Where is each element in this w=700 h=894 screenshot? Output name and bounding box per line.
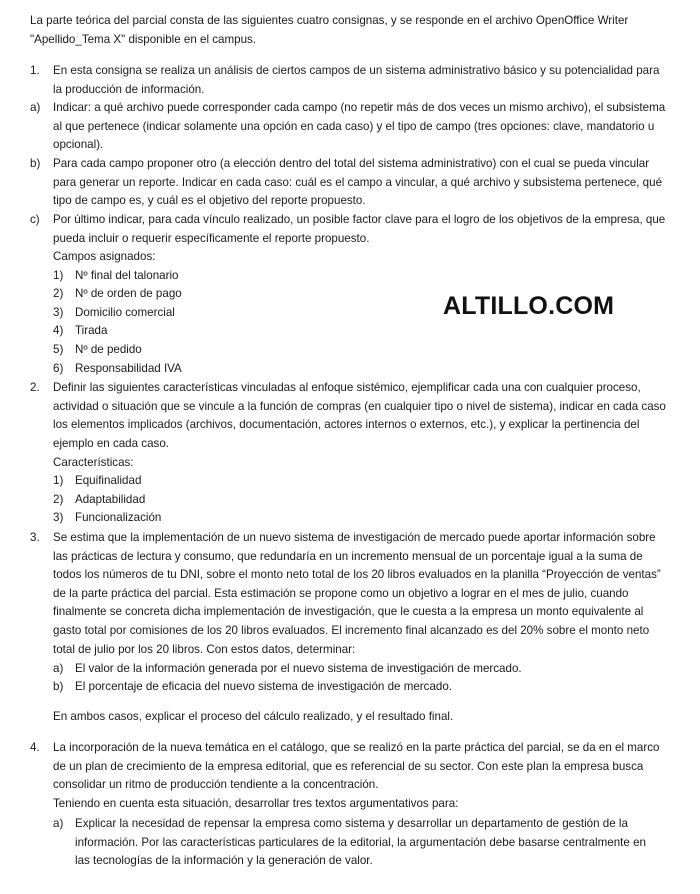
characteristics-title: Características: — [53, 456, 134, 469]
characteristic-item-marker: 1) — [53, 474, 64, 487]
field-item — [53, 322, 663, 341]
field-item-marker: 6) — [53, 362, 64, 375]
question-1 — [30, 62, 670, 99]
field-item-marker: 5) — [53, 343, 64, 356]
question-2-marker: 2. — [30, 381, 40, 394]
question-4-a-text: Explicar la necesidad de repensar la empresa como sistema y desarrollar un departamento de gestión de la información. Por las características particulares de la editorial, la argumentación debe basarse centralmente en las tecnologías de la información y la generación de valor. — [75, 817, 646, 868]
characteristic-item — [53, 509, 663, 528]
field-item — [53, 341, 663, 360]
field-item-text: Tirada — [75, 324, 108, 337]
field-item-marker: 2) — [53, 287, 64, 300]
question-1-text: En esta consigna se realiza un análisis de ciertos campos de un sistema administrativo básico y su potencialidad para la producción de información. — [53, 64, 660, 96]
question-1-b-marker: b) — [30, 157, 41, 170]
question-4-text: La incorporación de la nueva temática en el catálogo, que se realizó en la parte práctica del parcial, se da en el marco de un plan de crecimiento de la empresa editorial, que es referencial de su sector. Con este plan la empresa busca consolidar un ritmo de producción tendiente a la concentración. — [53, 741, 660, 792]
question-1-c-text: Por último indicar, para cada vínculo realizado, un posible factor clave para el logro de los objetivos de la empresa, que pueda incluir o requerir específicamente el reporte propuesto. — [53, 213, 666, 245]
intro-paragraph: La parte teórica del parcial consta de las siguientes cuatro consignas, y se responde en el archivo OpenOffice Writer "Apellido_Tema X" disponible en el campus. — [30, 14, 629, 46]
question-1-a-text: Indicar: a qué archivo puede corresponder cada campo (no repetir más de dos veces un mismo archivo), el subsistema al que pertenece (indicar solamente una opción en cada caso) y el tipo de campo (tres opciones: clave, mandatorio u opcional). — [53, 101, 666, 152]
question-4-lead: Teniendo en cuenta esta situación, desarrollar tres textos argumentativos para: — [53, 797, 459, 810]
field-item-text: Nº de orden de pago — [75, 287, 182, 300]
field-item — [53, 267, 663, 286]
question-3-marker: 3. — [30, 531, 40, 544]
field-item-marker: 3) — [53, 306, 64, 319]
question-2 — [30, 379, 670, 453]
question-3 — [30, 529, 670, 659]
question-2-text: Definir las siguientes características vinculadas al enfoque sistémico, ejemplificar cada una con cualquier proceso, actividad o situación que se vincule a la función de compras (en cualquier tipo o nivel de sistema), indicar en cada caso los elementos implicados (archivos, documentación, actores internos o externos, etc.), y explicar la pertinencia del ejemplo en cada caso. — [53, 381, 666, 450]
question-1-c-marker: c) — [30, 213, 40, 226]
characteristic-item-marker: 2) — [53, 493, 64, 506]
field-item-text: Nº final del talonario — [75, 269, 179, 282]
question-3-a-text: El valor de la información generada por el nuevo sistema de investigación de mercado. — [75, 662, 522, 675]
field-item — [53, 360, 663, 379]
characteristic-item — [53, 472, 663, 491]
characteristic-item-text: Adaptabilidad — [75, 493, 146, 506]
question-3-text: Se estima que la implementación de un nuevo sistema de investigación de mercado puede aportar información sobre las prácticas de lectura y consumo, que redundaría en un incremento mensual de un porcentaje igual a la suma de todos los números de tu DNI, sobre el monto neto total de los 20 libros evaluados en la planilla “Proyección de ventas” de la parte práctica del parcial. Esta estimación se propone como un objetivo a lograr en el mes de julio, cuando finalmente se concreta dicha implementación de investigación, que le cuesta a la empresa un monto equivalente al gasto total por comisiones de los 20 libros evaluados. El incremento final alcanzado es del 20% sobre el monto neto total de julio por los 20 libros. Con estos datos, determinar: — [53, 531, 661, 656]
question-1-a — [30, 99, 670, 155]
question-3-a — [53, 660, 663, 679]
field-item-marker: 4) — [53, 324, 64, 337]
field-item-marker: 1) — [53, 269, 64, 282]
question-1-b — [30, 155, 670, 211]
field-item-text: Domicilio comercial — [75, 306, 175, 319]
question-4-marker: 4. — [30, 741, 40, 754]
fields-title: Campos asignados: — [53, 250, 156, 263]
question-1-b-text: Para cada campo proponer otro (a elección dentro del total del sistema administrativo) con el cual se pueda vincular para generar un reporte. Indicar en cada caso: cuál es el campo a vincular, a qué archivo y subsistema pertenece, qué tipo de campo es, y cuál es el objetivo del reporte propuesto. — [53, 157, 663, 208]
field-item-text: Nº de pedido — [75, 343, 142, 356]
characteristic-item-marker: 3) — [53, 511, 64, 524]
altillo-watermark: ALTILLO.COM — [443, 292, 615, 320]
question-1-a-marker: a) — [30, 101, 41, 114]
question-3-closing: En ambos casos, explicar el proceso del cálculo realizado, y el resultado final. — [53, 710, 454, 723]
characteristic-item-text: Equifinalidad — [75, 474, 142, 487]
question-1-c — [30, 211, 670, 248]
characteristic-item-text: Funcionalización — [75, 511, 162, 524]
question-3-a-marker: a) — [53, 662, 64, 675]
question-4-a — [53, 815, 663, 871]
characteristic-item — [53, 491, 663, 510]
question-3-b-text: El porcentaje de eficacia del nuevo sistema de investigación de mercado. — [75, 680, 453, 693]
question-4 — [30, 739, 670, 795]
question-1-marker: 1. — [30, 64, 40, 77]
field-item-text: Responsabilidad IVA — [75, 362, 182, 375]
question-4-a-marker: a) — [53, 817, 64, 830]
question-3-b-marker: b) — [53, 680, 64, 693]
question-3-b — [53, 678, 663, 697]
